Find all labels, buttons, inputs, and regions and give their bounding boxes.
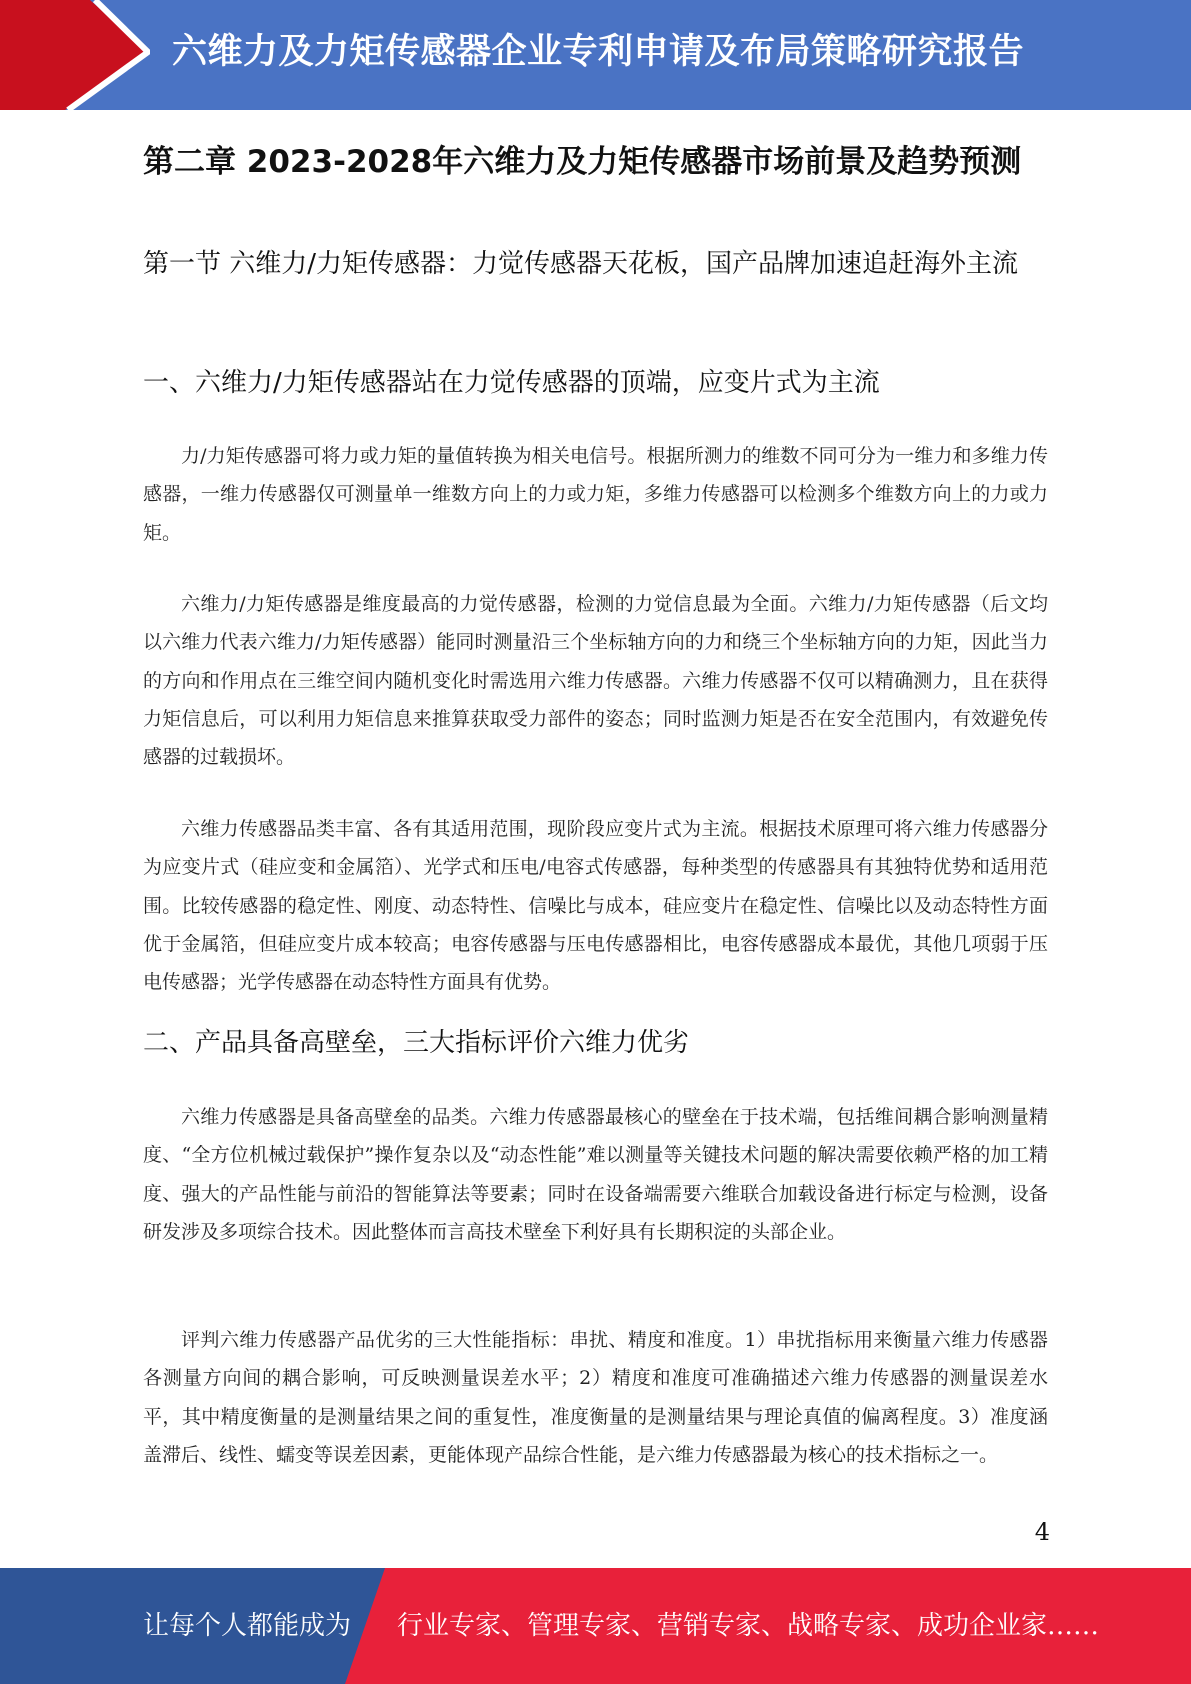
paragraph: 六维力传感器品类丰富、各有其适用范围，现阶段应变片式为主流。根据技术原理可将六维力传感器分为应变片式（硅应变和金属箔）、光学式和压电/电容式传感器，每种类型的传感器具有其独特优势和适用范围。比较传感器的稳定性、刚度、动态特性、信噪比与成本，硅应变片在稳定性、信噪比以及动态特性方面优于金属箔，但硅应变片成本较高；电容传感器与压电传感器相比，电容传感器成本最优，其他几项弱于压电传感器；光学传感器在动态特性方面具有优势。 — [143, 818, 1048, 994]
chapter-title: 第二章 2023-2028年六维力及力矩传感器市场前景及趋势预测 — [143, 144, 1022, 180]
page-number: 4 — [1034, 1518, 1050, 1546]
report-title: 六维力及力矩传感器企业专利申请及布局策略研究报告 — [172, 32, 1025, 72]
subsection-title: 一、六维力/力矩传感器站在力觉传感器的顶端，应变片式为主流 — [143, 368, 880, 398]
footer-banner — [0, 1568, 1191, 1684]
paragraph: 评判六维力传感器产品优劣的三大性能指标：串扰、精度和准度。1）串扰指标用来衡量六维力传感器各测量方向间的耦合影响，可反映测量误差水平；2）精度和准度可准确描述六维力传感器的测量误差水平，其中精度衡量的是测量结果之间的重复性，准度衡量的是测量结果与理论真值的偏离程度。3）准度涵盖滞后、线性、蠕变等误差因素，更能体现产品综合性能，是六维力传感器最为核心的技术指标之一。 — [143, 1329, 1048, 1466]
subsection-title: 二、产品具备高壁垒，三大指标评价六维力优劣 — [143, 1028, 690, 1058]
footer-slogan-right: 行业专家、管理专家、营销专家、战略专家、成功企业家…… — [397, 1611, 1100, 1641]
header-banner — [0, 0, 1191, 110]
paragraph: 力/力矩传感器可将力或力矩的量值转换为相关电信号。根据所测力的维数不同可分为一维力和多维力传感器，一维力传感器仅可测量单一维数方向上的力或力矩，多维力传感器可以检测多个维数方向上的力或力矩。 — [143, 445, 1048, 544]
header-red-chevron — [0, 0, 150, 110]
footer-slogan-left: 让每个人都能成为 — [143, 1611, 352, 1641]
paragraph: 六维力/力矩传感器是维度最高的力觉传感器，检测的力觉信息最为全面。六维力/力矩传感器（后文均以六维力代表六维力/力矩传感器）能同时测量沿三个坐标轴方向的力和绕三个坐标轴方向的力矩，因此当力的方向和作用点在三维空间内随机变化时需选用六维力传感器。六维力传感器不仅可以精确测力，且在获得力矩信息后，可以利用力矩信息来推算获取受力部件的姿态；同时监测力矩是否在安全范围内，有效避免传感器的过载损坏。 — [143, 593, 1048, 769]
paragraph: 六维力传感器是具备高壁垒的品类。六维力传感器最核心的壁垒在于技术端，包括维间耦合影响测量精度、“全方位机械过载保护”操作复杂以及“动态性能”难以测量等关键技术问题的解决需要依赖严格的加工精度、强大的产品性能与前沿的智能算法等要素；同时在设备端需要六维联合加载设备进行标定与检测，设备研发涉及多项综合技术。因此整体而言高技术壁垒下利好具有长期积淀的头部企业。 — [143, 1106, 1048, 1243]
section-title: 第一节 六维力/力矩传感器：力觉传感器天花板，国产品牌加速追赶海外主流 — [143, 249, 1019, 279]
